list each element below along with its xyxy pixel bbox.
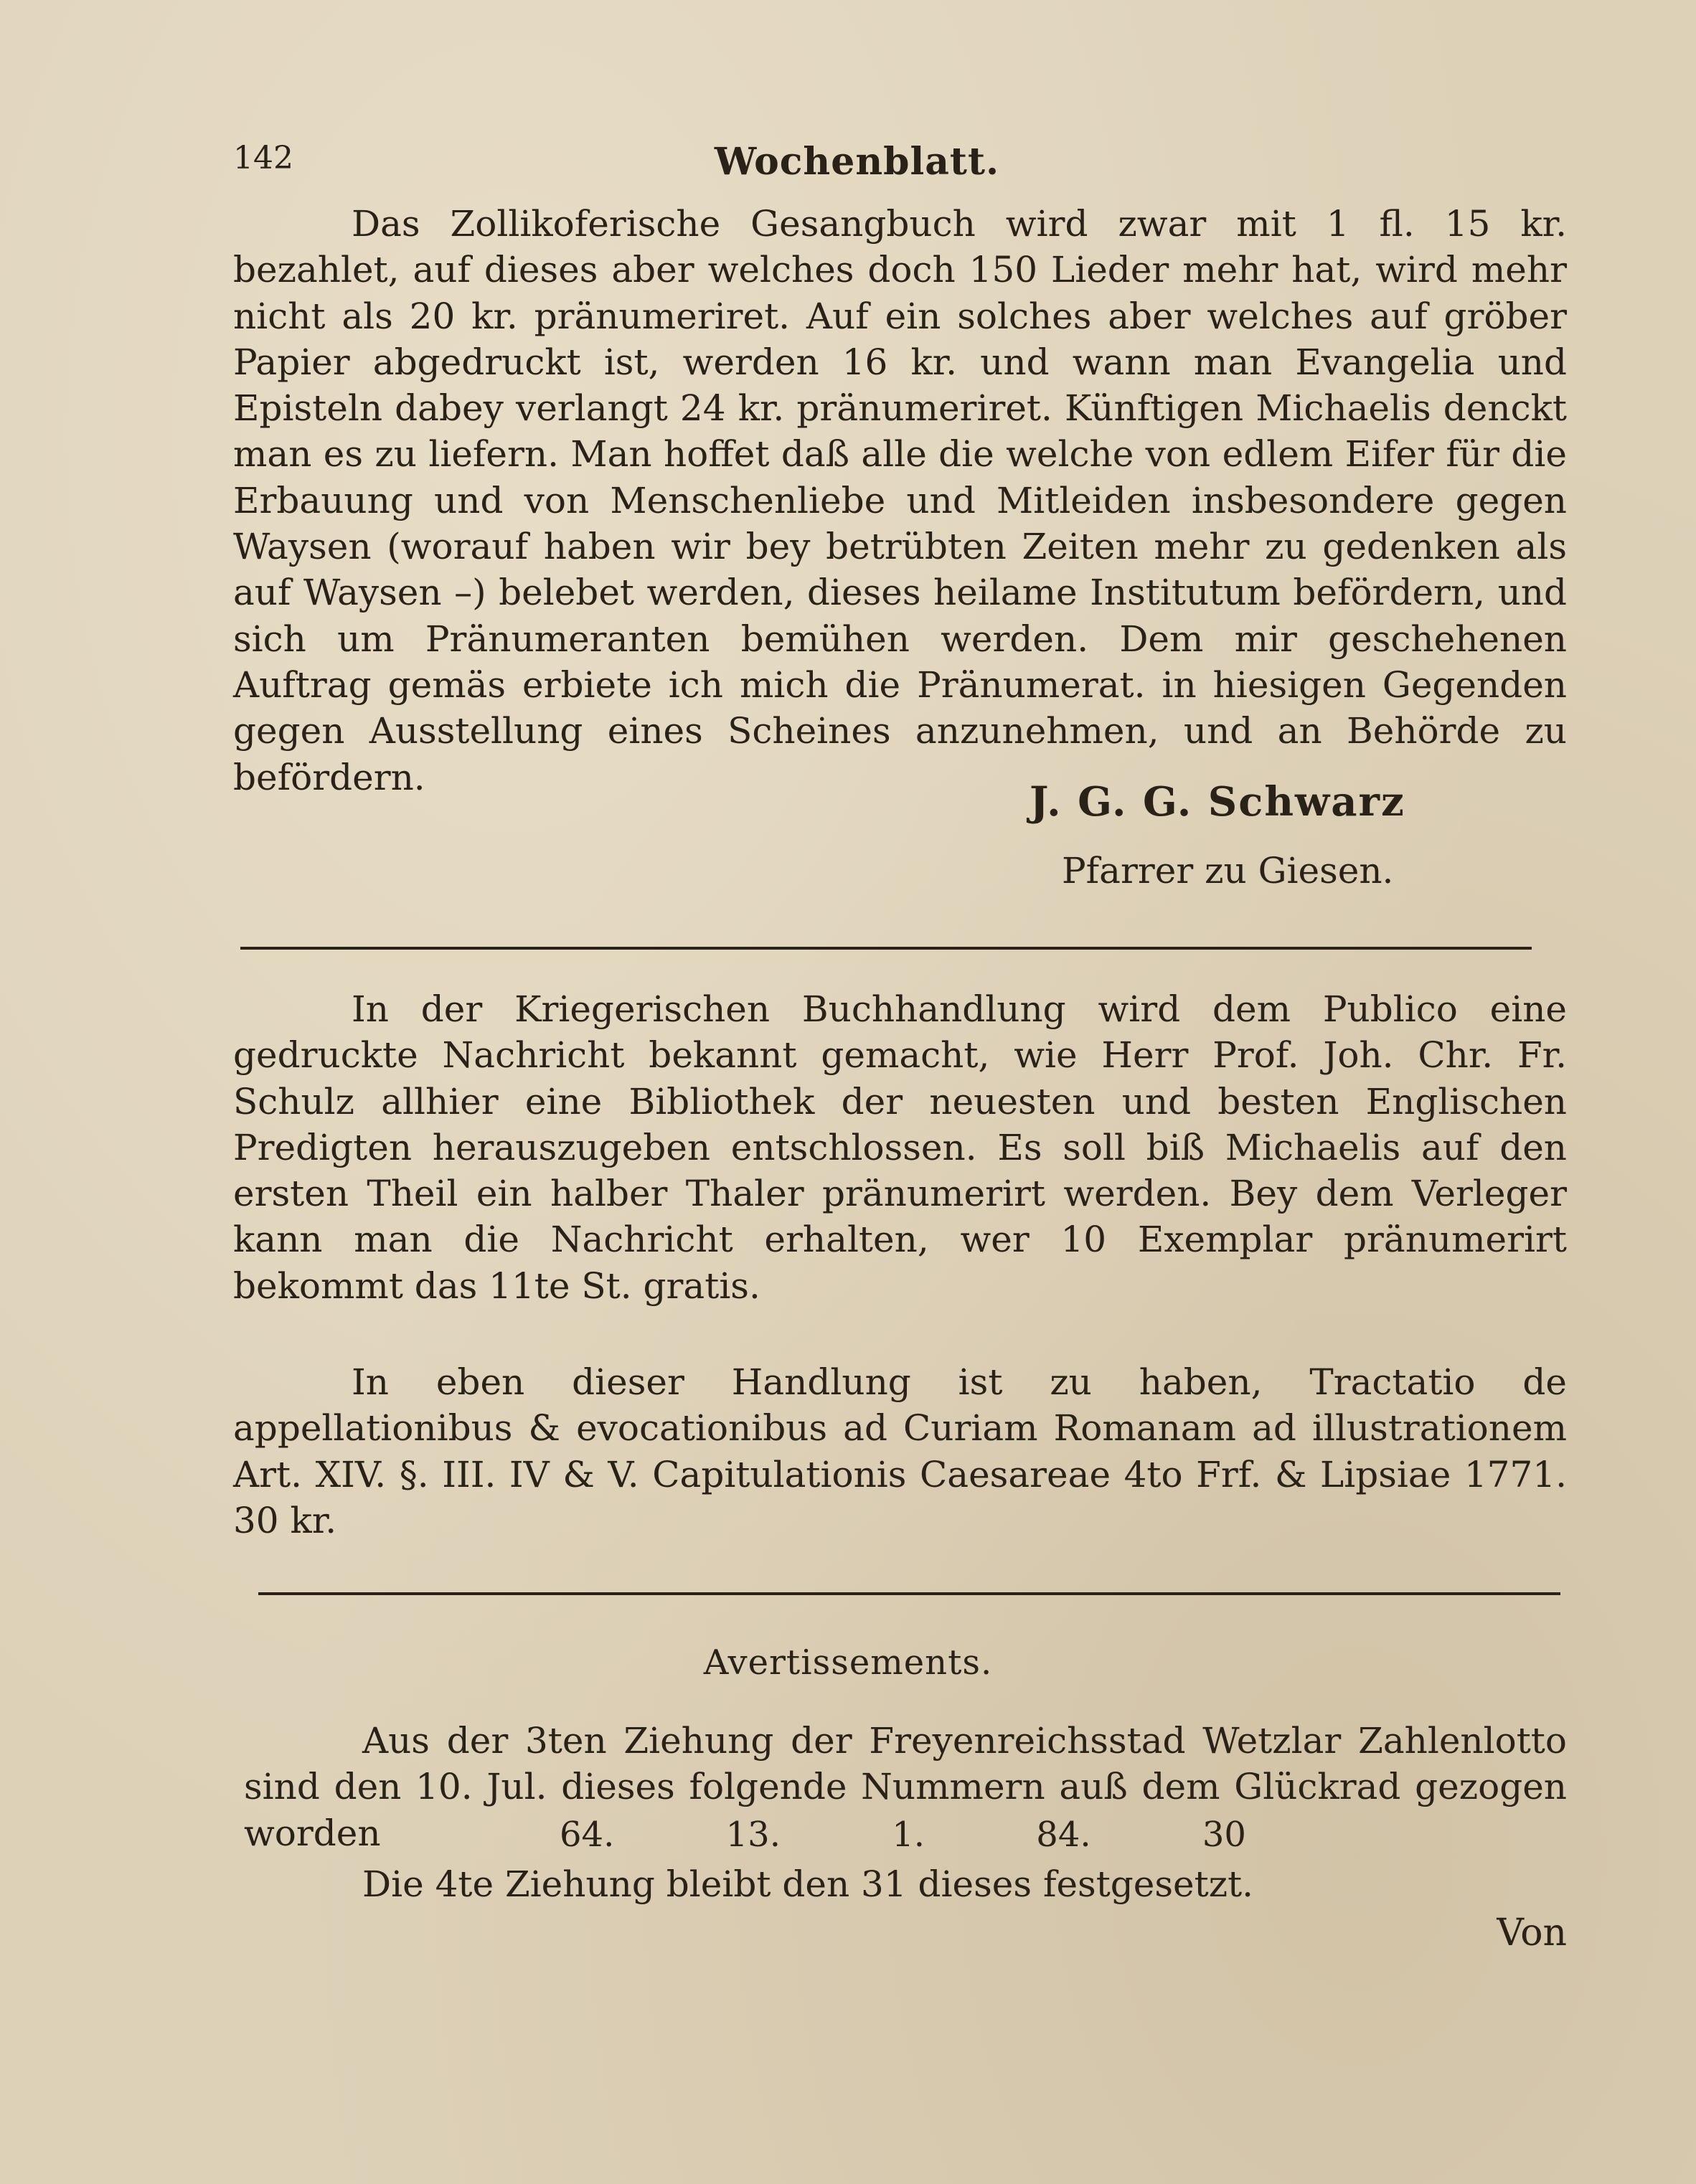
lottery-number: 13.	[725, 1815, 781, 1855]
page-header	[233, 140, 1481, 190]
signature-name: J. G. G. Schwarz	[1030, 778, 1405, 826]
notice-tractatio	[233, 1359, 1567, 1544]
lottery-number: 1.	[892, 1815, 925, 1855]
page-number: 142	[233, 140, 293, 176]
lottery-number: 30	[1202, 1815, 1246, 1855]
lottery-number: 64.	[560, 1815, 615, 1855]
running-title: Wochenblatt.	[714, 140, 1000, 184]
lottery-number: 84.	[1036, 1815, 1091, 1855]
lottery-numbers	[560, 1815, 1246, 1855]
notice-library-text: In der Kriegerischen Buchhandlung wird dem Publico eine gedruckte Nachricht bekannt gemacht, wie Herr Prof. Joh. Chr. Fr. Schulz allhier eine Bibliothek der neuesten und besten Englischen Predigten herauszugeben entschlossen. Es soll biß Michaelis auf den ersten Theil ein halber Thaler pränumerirt werden. Bey dem Verleger kann man die Nachricht erhalten, wer 10 Exemplar pränumerirt bekommt das 11te St. gratis.	[233, 988, 1567, 1307]
notice-hymnbook-text: Das Zollikoferische Gesangbuch wird zwar mit 1 fl. 15 kr. bezahlet, auf dieses aber welches doch 150 Lieder mehr hat, wird mehr nicht als 20 kr. pränumeriret. Auf ein solches aber welches auf gröber Papier abgedruckt ist, werden 16 kr. und wann man Evangelia und Episteln dabey verlangt 24 kr. pränumeriret. Künftigen Michaelis denckt man es zu liefern. Man hoffet daß alle die welche von edlem Eifer für die Erbauung und von Menschenliebe und Mitleiden insbesondere gegen Waysen (worauf haben wir bey betrübten Zeiten mehr zu gedenken als auf Waysen –) belebet werden, dieses heilame Institutum befördern, und sich um Pränumeranten bemühen werden. Dem mir geschehenen Auftrag gemäs erbiete ich mich die Pränumerat. in hiesigen Gegenden gegen Ausstellung eines Scheines anzunehmen, und an Behörde zu befördern.	[233, 203, 1567, 798]
next-draw-notice	[244, 1861, 1567, 1907]
catchword: Von	[1497, 1911, 1567, 1954]
lottery-text: Aus der 3ten Ziehung der Freyenreichsstad Wetzlar Zahlenlotto sind den 10. Jul. dieses folgende Nummern auß dem Glückrad gezogen worden	[244, 1720, 1567, 1854]
next-draw-text: Die 4te Ziehung bleibt den 31 dieses festgesetzt.	[362, 1863, 1254, 1905]
notice-library	[233, 986, 1567, 1309]
notice-hymnbook	[233, 201, 1567, 800]
notice-tractatio-text: In eben dieser Handlung ist zu haben, Tractatio de appellationibus & evocationibus ad Curiam Romanam ad illustrationem Art. XIV. §. III. IV & V. Capitulationis Caesareae 4to Frf. & Lipsiae 1771. 30 kr.	[233, 1361, 1567, 1541]
section-divider-1	[240, 947, 1532, 950]
section-divider-2	[258, 1592, 1560, 1595]
signature-office: Pfarrer zu Giesen.	[1062, 850, 1394, 892]
avertissements-title: Avertissements.	[703, 1642, 993, 1683]
